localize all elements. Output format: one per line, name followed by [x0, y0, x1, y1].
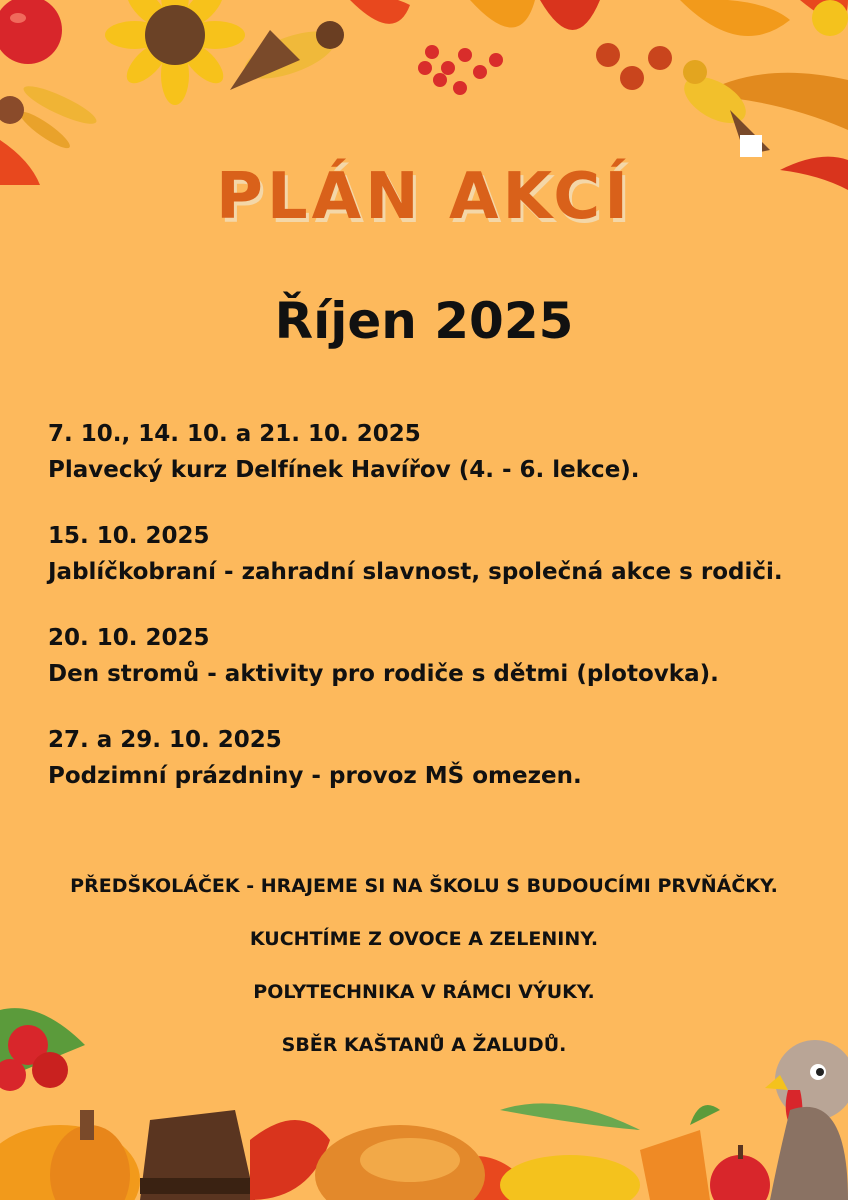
- small-bird-icon: [677, 60, 770, 157]
- event-date: 27. a 29. 10. 2025: [48, 727, 282, 753]
- activity-note: SBĚR KAŠTANŮ A ŽALUDŮ.: [281, 1034, 567, 1056]
- event-description: Plavecký kurz Delfínek Havířov (4. - 6. lekce).: [48, 457, 640, 483]
- event-description: Podzimní prázdniny - provoz MŠ omezen.: [48, 763, 582, 789]
- event-item: [48, 722, 828, 794]
- acorn-berries-icon: [596, 43, 672, 90]
- event-description: Den stromů - aktivity pro rodiče s dětmi (plotovka).: [48, 661, 719, 687]
- event-date: 20. 10. 2025: [48, 625, 210, 651]
- activity-note: PŘEDŠKOLÁČEK - HRAJEME SI NA ŠKOLU S BUDOUCÍMI PRVŇÁČKY.: [70, 875, 778, 897]
- red-leaf-icon: [250, 1120, 520, 1200]
- event-date: 7. 10., 14. 10. a 21. 10. 2025: [48, 421, 421, 447]
- sunflower-icon: [105, 0, 245, 105]
- carrot-icon: [640, 1105, 720, 1200]
- page-title: PLÁN AKCÍ: [215, 160, 633, 234]
- apple-icon: [0, 0, 62, 64]
- rowan-berries-icon: [418, 45, 503, 95]
- activity-note: POLYTECHNIKA V RÁMCI VÝUKY.: [253, 981, 595, 1003]
- activity-notes: [0, 876, 848, 1088]
- wheat-icon: [0, 80, 100, 153]
- pilgrim-hat-icon: [140, 1110, 255, 1200]
- event-list: [48, 416, 828, 824]
- orange-leaf-icon: [350, 0, 600, 30]
- red-apple-icon: [710, 1145, 770, 1200]
- event-item: [48, 620, 828, 692]
- roast-turkey-icon: [315, 1125, 485, 1200]
- event-item: [48, 518, 828, 590]
- event-description: Jablíčkobraní - zahradní slavnost, společná akce s rodiči.: [48, 559, 783, 585]
- event-date: 15. 10. 2025: [48, 523, 210, 549]
- event-item: [48, 416, 828, 488]
- corn-icon: [500, 1103, 640, 1200]
- activity-note: KUCHTÍME Z OVOCE A ZELENINY.: [249, 928, 599, 950]
- pumpkin-icon: [0, 1110, 140, 1200]
- bird-icon: [230, 21, 344, 90]
- month-subtitle: Říjen 2025: [274, 292, 574, 350]
